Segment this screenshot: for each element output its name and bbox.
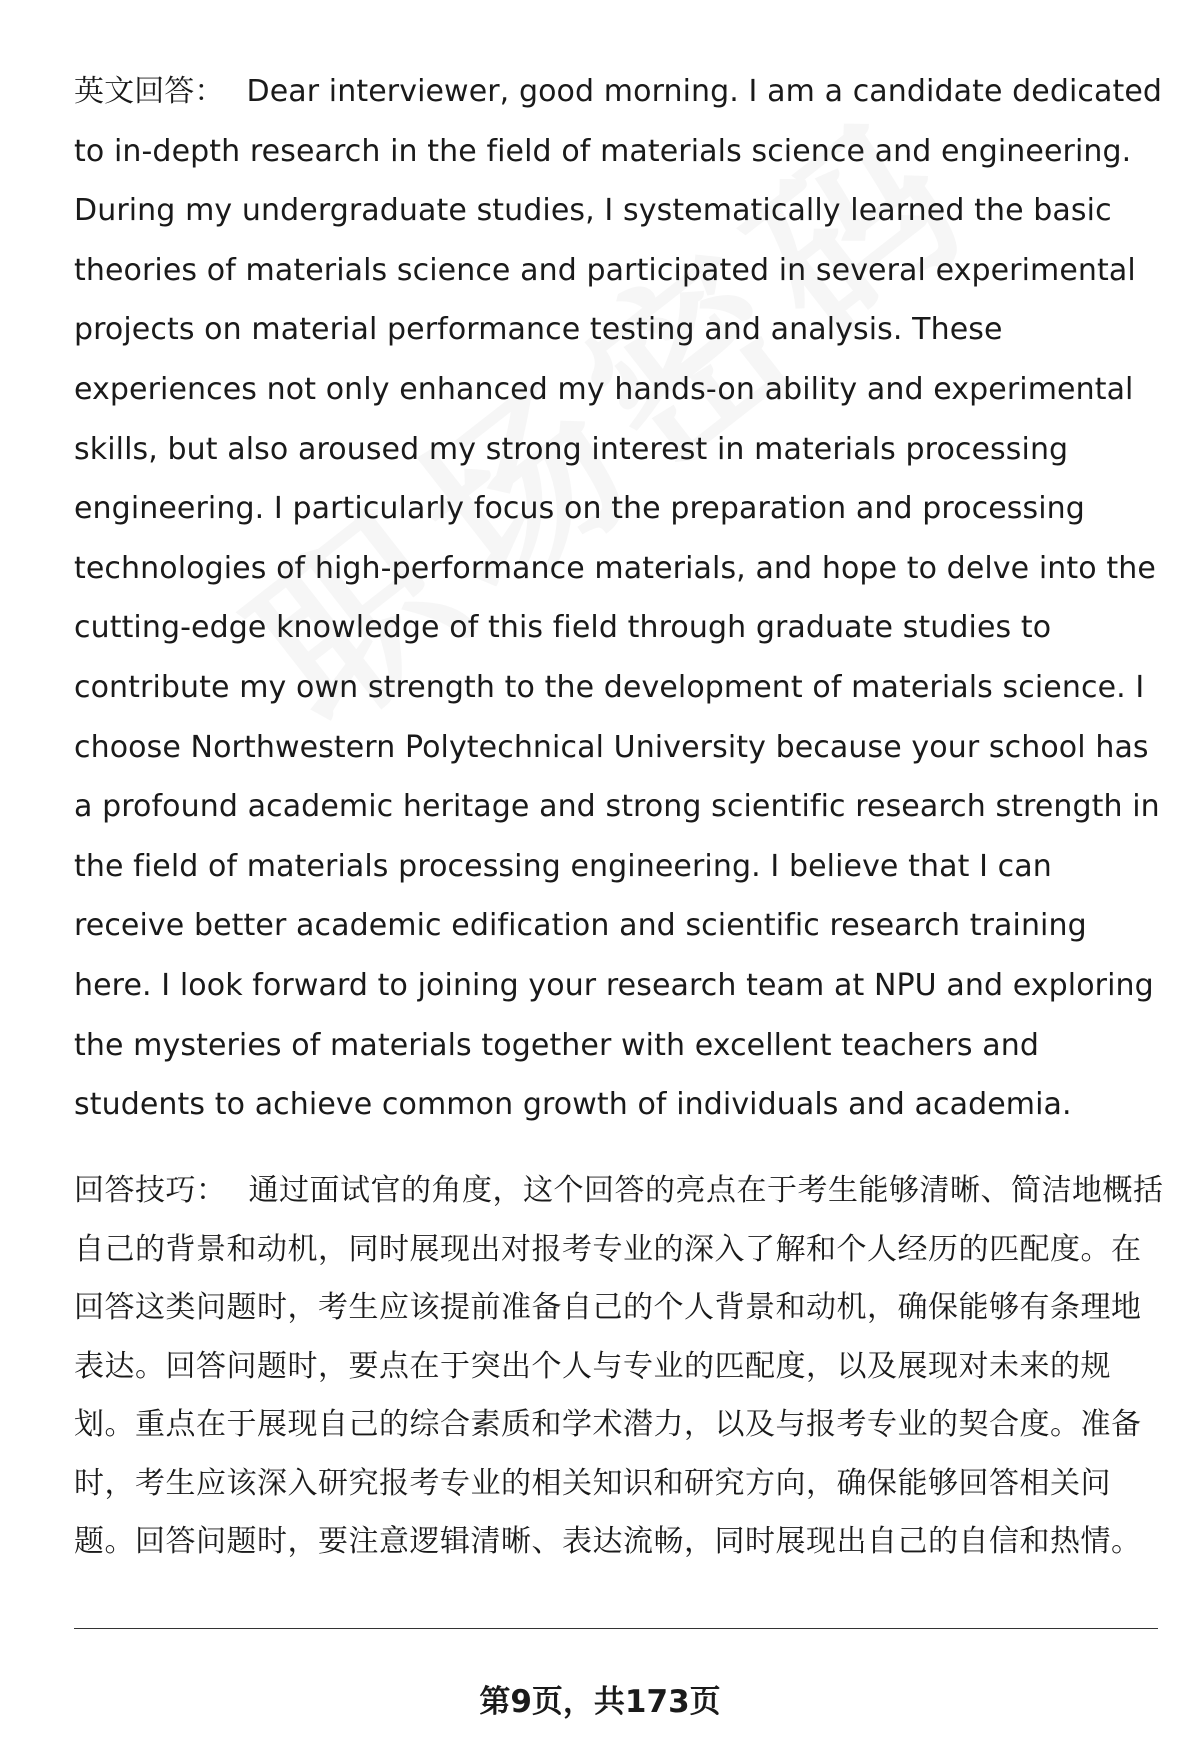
english-answer-label: 英文回答：	[74, 74, 225, 109]
answer-tips-paragraph	[74, 1162, 1166, 1572]
answer-tips-label: 回答技巧：	[74, 1173, 227, 1208]
english-answer-text: Dear interviewer, good morning. I am a candidate dedicated to in-depth research in the field of materials science and engineering. During my undergraduate studies, I systematically learned the basic theories of materials science and participated in several experimental projects on material performance testing and analysis. These experiences not only enhanced my hands-on ability and experimental skills, but also aroused my strong interest in materials processing engineering. I particularly focus on the preparation and processing technologies of high-performance materials, and hope to delve into the cutting-edge knowledge of this field through graduate studies to contribute my own strength to the development of materials science. I choose Northwestern Polytechnical University because your school has a profound academic heritage and strong scientific research strength in the field of materials processing engineering. I believe that I can receive better academic edification and scientific research training here. I look forward to joining your research team at NPU and exploring the mysteries of materials together with excellent teachers and students to achieve common growth of individuals and academia.	[74, 74, 1163, 1123]
page-number: 第9页，共173页	[479, 1684, 721, 1720]
english-answer-paragraph	[74, 62, 1166, 1135]
footer-divider	[74, 1628, 1158, 1629]
answer-tips-text: 通过面试官的角度，这个回答的亮点在于考生能够清晰、简洁地概括自己的背景和动机，同时展现出对报考专业的深入了解和个人经历的匹配度。在回答这类问题时，考生应该提前准备自己的个人背景和动机，确保能够有条理地表达。回答问题时，要点在于突出个人与专业的匹配度，以及展现对未来的规划。重点在于展现自己的综合素质和学术潜力，以及与报考专业的契合度。准备时，考生应该深入研究报考专业的相关知识和研究方向，确保能够回答相关问题。回答问题时，要注意逻辑清晰、表达流畅，同时展现出自己的自信和热情。	[74, 1173, 1164, 1559]
